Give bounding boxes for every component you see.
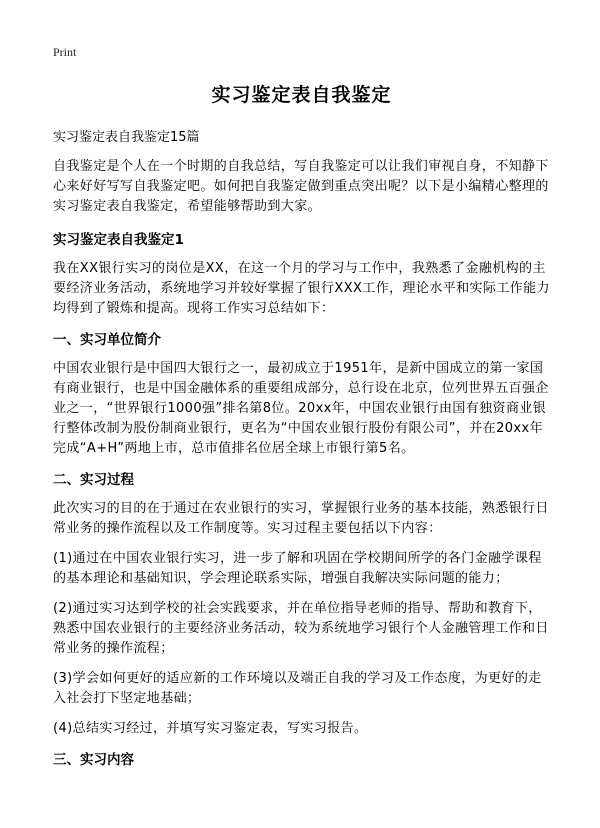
content-heading: 三、实习内容 [53,752,134,768]
process-item-1: (1)通过在中国农业银行实习，进一步了解和巩固在学校期间所学的各门金融学课程的基本理论和基础知识，学会理论联系实际，增强自我解决实际问题的能力； [53,551,542,586]
document-body [53,72,550,769]
process-item-2: (2)通过实习达到学校的社会实践要求，并在单位指导老师的指导、帮助和教育下，熟悉中国农业银行的主要经济业务活动，较为系统地学习银行个人金融管理工作和日常业务的操作流程； [53,601,549,656]
section-1-paragraph: 我在XX银行实习的岗位是XX，在这一个月的学习与工作中，我熟悉了金融机构的主要经济业务活动，系统地学习并较好掌握了银行XXX工作，理论水平和实际工作能力均得到了锻炼和提高。现将工作实习总结如下： [53,261,550,316]
section-heading-1: 实习鉴定表自我鉴定1 [53,232,184,248]
process-heading: 二、实习过程 [53,472,134,488]
unit-intro-heading: 一、实习单位简介 [53,332,161,348]
page-title: 实习鉴定表自我鉴定 [211,84,392,106]
process-paragraph: 此次实习的目的在于通过在农业银行的实习，掌握银行业务的基本技能，熟悉银行日常业务的操作流程以及工作制度等。实习过程主要包括以下内容： [53,501,549,536]
document-subtitle: 实习鉴定表自我鉴定15篇 [53,130,200,145]
intro-paragraph: 自我鉴定是个人在一个时期的自我总结，写自我鉴定可以让我们审视自身，不知静下心来好好写写自我鉴定吧。如何把自我鉴定做到重点突出呢？以下是小编精心整理的实习鉴定表自我鉴定，希望能够帮助到大家。 [53,159,549,214]
process-item-3: (3)学会如何更好的适应新的工作环境以及端正自我的学习及工作态度，为更好的走入社会打下坚定地基础； [53,671,542,706]
print-link[interactable]: Print [53,45,77,59]
process-item-4: (4)总结实习经过，并填写实习鉴定表，写实习报告。 [53,721,368,736]
unit-intro-paragraph: 中国农业银行是中国四大银行之一，最初成立于1951年，是新中国成立的第一家国有商业银行，也是中国金融体系的重要组成部分，总行设在北京，位列世界五百强企业之一，“世界银行1000强”排名第8位。20xx年，中国农业银行由国有独资商业银行整体改制为股份制商业银行，更名为“中国农业银行股份有限公司”，并在20xx年完成“A+H”两地上市，总市值排名位居全球上市银行第5名。 [53,361,549,456]
